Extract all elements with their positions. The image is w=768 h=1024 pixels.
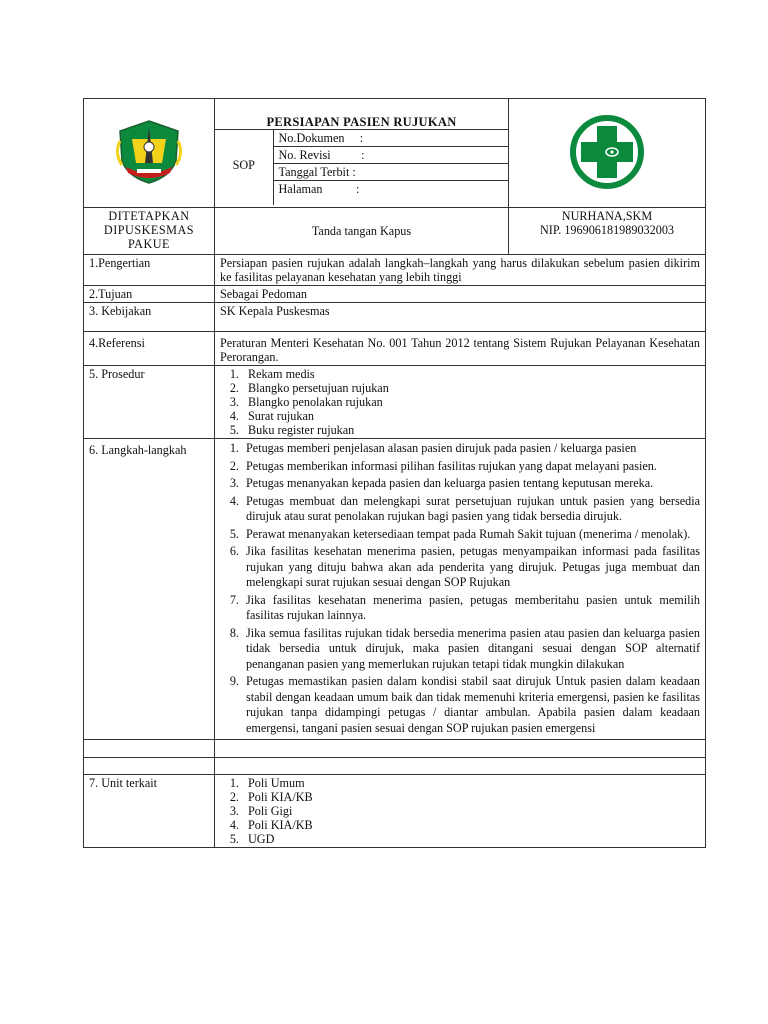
label-prosedur: 5. Prosedur	[84, 366, 215, 439]
approval-name: NURHANA,SKM	[561, 209, 653, 223]
empty-cell	[84, 740, 215, 758]
document-info-table	[215, 129, 508, 205]
puskesmas-green-cross-icon	[567, 112, 647, 192]
label-kebijakan: 3. Kebijakan	[84, 303, 215, 332]
unit-list	[220, 776, 700, 846]
list-item: 2. Petugas memberikan informasi pilihan fasilitas rujukan yang dapat melayani pasien.	[242, 459, 700, 475]
header-row	[84, 99, 706, 208]
list-item: 5. Buku register rujukan	[242, 423, 700, 437]
row-tujuan	[84, 286, 706, 303]
text-tujuan: Sebagai Pedoman	[215, 286, 706, 303]
right-logo-cell	[509, 99, 706, 208]
sop-label: SOP	[215, 130, 273, 206]
label-referensi: 4.Referensi	[84, 332, 215, 366]
approval-row	[84, 208, 706, 255]
row-referensi	[84, 332, 706, 366]
langkah-list	[220, 441, 700, 736]
text-kebijakan: SK Kepala Puskesmas	[215, 303, 706, 332]
approval-right	[509, 208, 706, 255]
list-item: 3. Blangko penolakan rujukan	[242, 395, 700, 409]
label-tujuan: 2.Tujuan	[84, 286, 215, 303]
approval-middle: Tanda tangan Kapus	[215, 208, 509, 255]
left-logo-cell	[84, 99, 215, 208]
empty-row	[84, 740, 706, 758]
list-item: 9. Petugas memastikan pasien dalam kondisi stabil saat dirujuk Untuk pasien dalam keadaan stabil dengan keadaan umum baik dan tidak memenuhi kriteria emergensi, pasien ke fasilitas rujukan tanpa didampingi petugas / diantar ambulan. Apabila pasien dalam keadaan emergensi, tangani pasien sesuai dengan SOP rujukan pasien emergensi	[242, 674, 700, 736]
list-item: 1. Poli Umum	[242, 776, 700, 790]
list-item: 3. Poli Gigi	[242, 804, 700, 818]
row-prosedur	[84, 366, 706, 439]
list-item: 1. Petugas memberi penjelasan alasan pasien dirujuk pada pasien / keluarga pasien	[242, 441, 700, 457]
row-unit-terkait	[84, 775, 706, 848]
list-item: 5. UGD	[242, 832, 700, 846]
regional-government-emblem-icon	[110, 117, 188, 187]
empty-cell	[84, 758, 215, 775]
title-cell	[215, 99, 509, 208]
text-pengertian: Persiapan pasien rujukan adalah langkah–langkah yang harus dilakukan sebelum pasien dikirim ke fasilitas pelayanan kesehatan yang lebih tinggi	[215, 255, 706, 286]
document-title: PERSIAPAN PASIEN RUJUKAN	[266, 115, 457, 129]
empty-cell	[215, 758, 706, 775]
list-item: 3. Petugas menanyakan kepada pasien dan keluarga pasien tentang keputusan mereka.	[242, 476, 700, 492]
sop-document	[83, 98, 705, 848]
label-langkah: 6. Langkah-langkah	[84, 439, 215, 740]
list-item: 4. Poli KIA/KB	[242, 818, 700, 832]
field-no-dokumen: No.Dokumen :	[273, 130, 508, 147]
list-item: 7. Jika fasilitas kesehatan menerima pasien, petugas memberitahu pasien untuk memilih fasilitas rujukan lainnya.	[242, 593, 700, 624]
content-prosedur	[215, 366, 706, 439]
prosedur-list	[220, 367, 700, 437]
content-unit-terkait	[215, 775, 706, 848]
row-kebijakan	[84, 303, 706, 332]
list-item: 2. Poli KIA/KB	[242, 790, 700, 804]
empty-row	[84, 758, 706, 775]
content-langkah	[215, 439, 706, 740]
list-item: 4. Surat rujukan	[242, 409, 700, 423]
field-tanggal-terbit: Tanggal Terbit :	[273, 164, 508, 181]
row-langkah	[84, 439, 706, 740]
list-item: 4. Petugas membuat dan melengkapi surat persetujuan rujukan untuk pasien yang bersedia dirujuk atau surat penolakan rujukan bagi pasien yang tidak bersedia dirujuk.	[242, 494, 700, 525]
sop-table	[83, 98, 706, 848]
list-item: 5. Perawat menanyakan ketersediaan tempat pada Rumah Sakit tujuan (menerima / menolak).	[242, 527, 700, 543]
approval-nip: NIP. 196906181989032003	[539, 223, 675, 237]
list-item: 1. Rekam medis	[242, 367, 700, 381]
list-item: 8. Jika semua fasilitas rujukan tidak bersedia menerima pasien atau pasien dan keluarga pasien tidak bersedia untuk dirujuk, maka pasien ditangani sesuai dengan SOP alternatif penanganan pasien yang memerlukan rujukan tetapi tidak mungkin dilakukan	[242, 626, 700, 673]
text-referensi: Peraturan Menteri Kesehatan No. 001 Tahun 2012 tentang Sistem Rujukan Pelayanan Kesehatan Perorangan.	[215, 332, 706, 366]
label-unit-terkait: 7. Unit terkait	[84, 775, 215, 848]
approval-left: DITETAPKAN DIPUSKESMAS PAKUE	[84, 208, 215, 255]
empty-cell	[215, 740, 706, 758]
field-no-revisi: No. Revisi :	[273, 147, 508, 164]
label-pengertian: 1.Pengertian	[84, 255, 215, 286]
row-pengertian	[84, 255, 706, 286]
field-halaman: Halaman :	[273, 181, 508, 206]
list-item: 2. Blangko persetujuan rujukan	[242, 381, 700, 395]
list-item: 6. Jika fasilitas kesehatan menerima pasien, petugas menyampaikan informasi pada fasilitas rujukan yang dituju bahwa akan ada penderita yang dirujuk. Petugas juga membuat dan melengkapi surat rujukan sesuai dengan SOP Rujukan	[242, 544, 700, 591]
